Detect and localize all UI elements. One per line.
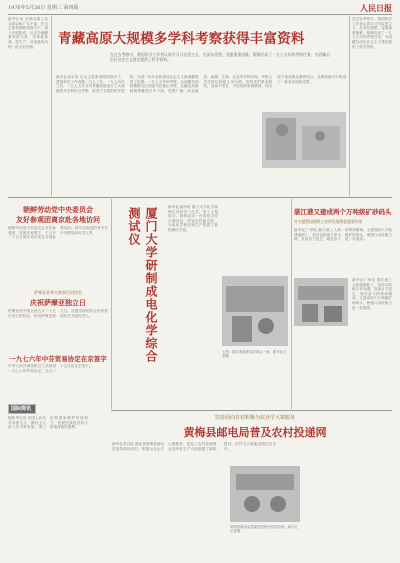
news1-body: 朝鲜劳动党中央委员会友好参观团，在团长率领下，于五月二十五日离开北京前往各地参观访问。到车站欢送的有中共中央联络部负责人等。 — [8, 226, 108, 240]
right-story-subtitle: 对支援我国钢铁工业的发展将起重要作用 — [294, 219, 363, 224]
lead-headline: 青藏高原大规模多学科考察获得丰富资料 — [58, 31, 305, 47]
news1-subtitle: 友好参观团离京赴各地访问 — [16, 216, 100, 224]
header-rule — [8, 14, 392, 15]
bottom-story-photo — [230, 466, 300, 522]
mid-story-title: 厦门大学研制成电化学综合测试仪 — [127, 207, 158, 363]
news2-body: 萨摩亚驻中国大使五月二十五日举行招待会，庆祝萨摩亚独立日。应邀出席招待会的有我国有关方面负责人。 — [8, 309, 108, 318]
lead-intro: 在过去考察中，我国科学工作者认真学习马克思主义、毛泽东思想，克服重重困难，圆满完成了一九七五年的考察任务，为西藏自治区社会主义建设提供了科学资料。 — [110, 52, 330, 62]
bottom-story-title: 黄梅县邮电局普及农村投递网 — [183, 426, 327, 439]
news4-title: 国际简讯 — [10, 406, 31, 412]
masthead: 人民日报 — [360, 3, 392, 13]
bottom-story-body: 新华社武汉电 湖北省黄梅县邮电局坚持面向农村，积极为农业学大寨服务，普及了农村投递网，全县所有生产大队都通了邮路，报刊、信件当天就能送到社员手中。 — [112, 442, 276, 451]
news2-title: 萨摩亚驻华大使举行招待会 — [34, 290, 82, 295]
mid-story-body: 新华社福州电 厦门大学化学系师生坚持开门办学，同工人相结合，研制成功一台电化学综合测试仪，经鉴定性能良好，为电化学研究和生产提供了新的测试手段。 — [168, 205, 218, 232]
left-column-text: 新华社讯 全国各地工农兵群众和广大干部，在毛主席革命路线指引下，深入开展批邓、反击右倾翻案风的斗争，坚持抓革命、促生产，各条战线出现一派大好形势。 — [8, 17, 48, 49]
right-story-body-cont: 新华社广州电 湛江港工人和建港职工，坚持以阶级斗争为纲，发扬自力更生、艰苦奋斗的革命精神，又建成两个万吨级矿砂码头，使港口吞吐能力进一步提高。 — [352, 278, 392, 310]
news4-body: 据新华社讯 各国人民反对帝国主义、霸权主义的斗争不断发展，第三世界国家维护民族独立、发展民族经济的斗争取得新的胜利。 — [8, 416, 88, 430]
bottom-photo-caption: 黄梅县邮电局投递员把报刊送到田间。新华社记者摄 — [230, 525, 298, 534]
right-story-photo — [294, 278, 348, 326]
news3-title: 一九七六年中芬贸易协定在京签字 — [9, 355, 107, 363]
bottom-story-kicker: 坚持面向农村积极为农业学大寨服务 — [214, 415, 295, 421]
mid-photo-caption: 上图：湛江港新建成的码头一角。新华社记者摄 — [222, 350, 287, 359]
page-header — [8, 3, 392, 13]
news1-title: 朝鲜劳动党中央委员会 — [23, 206, 93, 214]
lead-photo — [262, 112, 346, 168]
right-story-body: 新华社广州电 湛江港工人和建港职工，坚持以阶级斗争为纲，发扬自力更生、艰苦奋斗的革命精神，又建成两个万吨级矿砂码头，使港口吞吐能力进一步提高。 — [294, 228, 392, 242]
right-column-text: 在过去考察中，我国科学工作者认真学习马克思主义、毛泽东思想，克服重重困难，圆满完成了一九七五年的考察任务，为西藏自治区社会主义建设提供了科学资料。 — [352, 17, 392, 49]
header-date: 1976年5月26日 星期三 第四版 — [8, 5, 79, 11]
news3-body: 中华人民共和国和芬兰共和国一九七六年贸易协定，五月二十五日在北京签字。 — [8, 364, 93, 373]
mid-story-photo — [222, 276, 288, 346]
right-story-title: 湛江港又建成两个万吨级矿砂码头 — [294, 208, 392, 216]
news2-subtitle: 庆祝萨摩亚独立日 — [30, 299, 86, 307]
lead-body: 新华社北京电 在毛主席革命路线指引下，我国科学工作者继一九七三年、一九七四年之后，一九七五年又对青藏高原进行了大规模的多学科综合考察，取得了丰富的科学资料，为进一步开发和建设社会主义新西藏提供了依据。一九七五年的考察，从西藏东部的横断山区到喜马拉雅山中段，从藏北高原到雅鲁藏布江中下游，范围广阔，涉及地质、地理、生物、农业等多种学科。考察人员坚持以阶级斗争为纲，坚持党的基本路线，发扬不怕苦、不怕死的革命精神，同当地干部和群众紧密结合，在调查研究中取得了一批有价值的成果。 — [56, 75, 346, 93]
